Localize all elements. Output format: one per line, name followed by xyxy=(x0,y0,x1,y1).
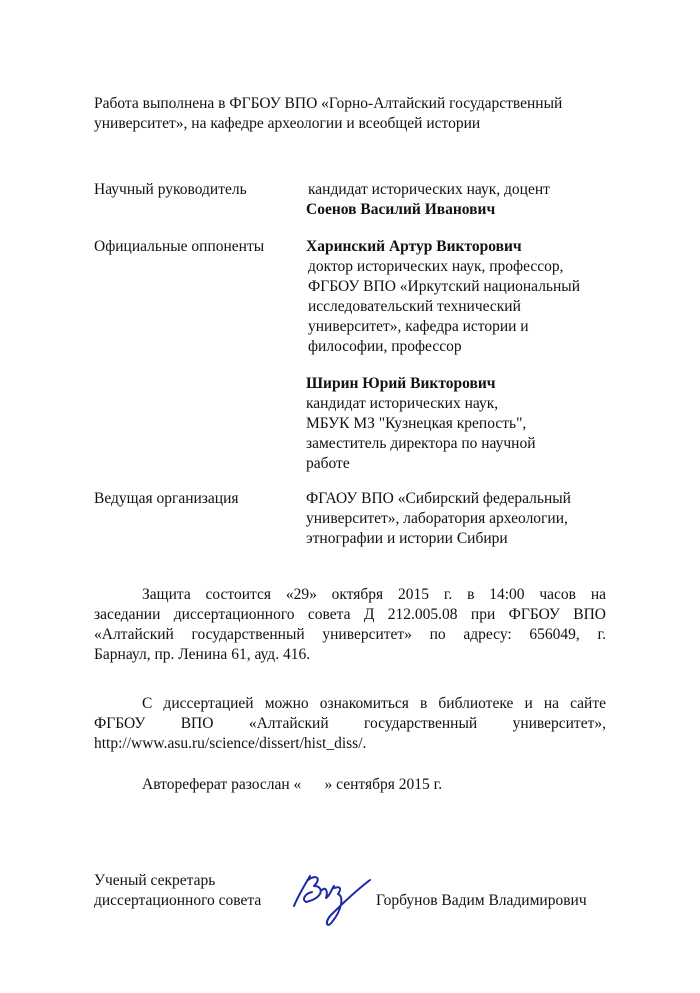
opponent-1-line: университет», кафедра истории и xyxy=(308,318,529,335)
opponent-1-line: ФГБОУ ВПО «Иркутский национальный xyxy=(308,278,580,295)
opponent-1-line: доктор исторических наук, профессор, xyxy=(308,258,564,275)
opponent-2-line: работе xyxy=(306,455,350,472)
supervisor-name: Соенов Василий Иванович xyxy=(306,201,496,218)
opponent-1-line: философии, профессор xyxy=(308,338,462,355)
library-line: С диссертацией можно ознакомиться в библиотеке и на сайте xyxy=(142,695,606,712)
leading-org-line: этнографии и истории Сибири xyxy=(306,530,508,547)
opponent-2-line: кандидат исторических наук, xyxy=(306,395,499,412)
signature-stroke xyxy=(322,886,334,898)
opponent-2-line: МБУК МЗ "Кузнецкая крепость", xyxy=(306,415,527,432)
opponent-2-line: заместитель директора по научной xyxy=(306,435,536,452)
opponent-1-line: исследовательский технический xyxy=(308,298,521,315)
defense-line: «Алтайский государственный университет» по адресу: 656049, г. xyxy=(94,626,606,643)
leading-org-line: университет», лаборатория археологии, xyxy=(306,510,568,527)
secretary-name: Горбунов Вадим Владимирович xyxy=(376,892,587,909)
defense-line: заседании диссертационного совета Д 212.005.08 при ФГБОУ ВПО xyxy=(94,606,606,623)
mailing-date: Автореферат разослан « » сентября 2015 г. xyxy=(142,776,443,793)
opponent-1-name: Харинский Артур Викторович xyxy=(306,238,522,255)
defense-paragraph xyxy=(94,585,606,665)
library-paragraph xyxy=(94,694,606,754)
defense-line: Барнаул, пр. Ленина 61, ауд. 416. xyxy=(94,646,311,663)
secretary-label-2: диссертационного совета xyxy=(94,892,262,909)
intro-line-2: университет», на кафедре археологии и всеобщей истории xyxy=(94,115,481,132)
defense-line: Защита состоится «29» октября 2015 г. в 14:00 часов на xyxy=(142,586,606,603)
secretary-label-1: Ученый секретарь xyxy=(94,872,216,889)
signature xyxy=(284,866,374,936)
library-url: http://www.asu.ru/science/dissert/hist_diss/. xyxy=(94,735,367,752)
library-line: ФГБОУ ВПО «Алтайский государственный университет», xyxy=(94,715,606,732)
leading-org-line: ФГАОУ ВПО «Сибирский федеральный xyxy=(306,490,571,507)
opponents-label: Официальные оппоненты xyxy=(94,238,265,255)
supervisor-title: кандидат исторических наук, доцент xyxy=(308,181,550,198)
leading-org-label: Ведущая организация xyxy=(94,490,239,507)
opponent-2-name: Ширин Юрий Викторович xyxy=(306,375,496,392)
supervisor-label: Научный руководитель xyxy=(94,181,247,198)
intro-line-1: Работа выполнена в ФГБОУ ВПО «Горно-Алтайский государственный xyxy=(94,95,563,112)
